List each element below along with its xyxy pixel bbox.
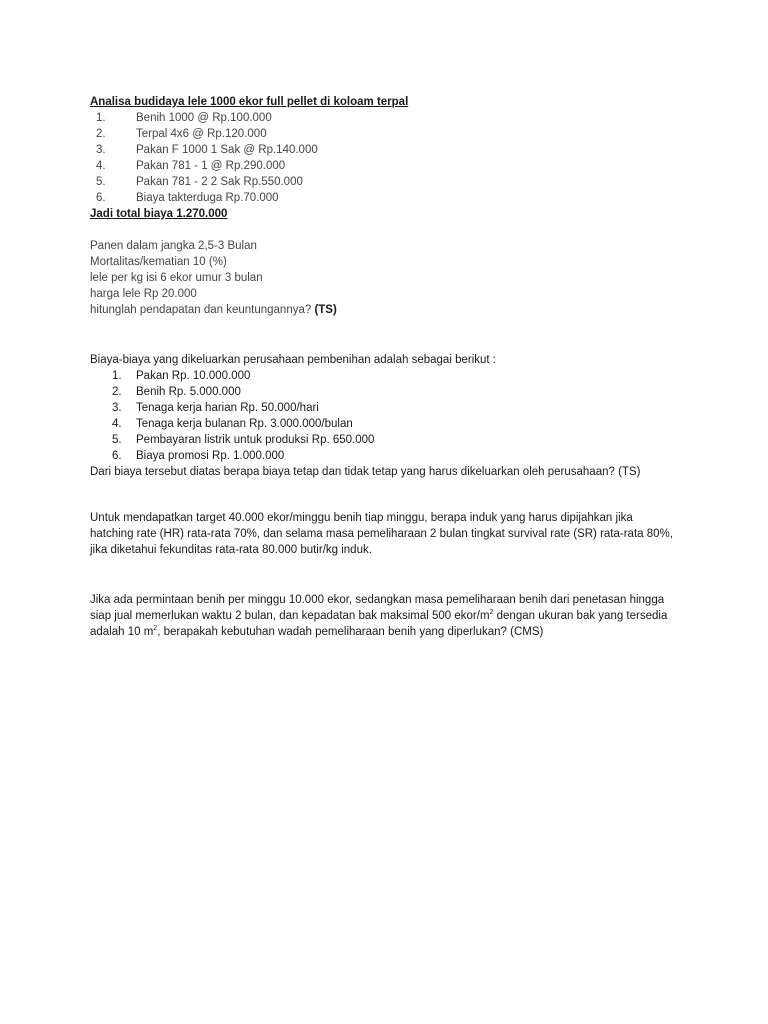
spacer [90, 222, 708, 238]
list-text: Biaya promosi Rp. 1.000.000 [136, 450, 285, 462]
list-item [90, 174, 708, 190]
list-item [90, 142, 708, 158]
list-item [90, 384, 708, 400]
list-number: 1. [112, 370, 122, 382]
list-text: Pakan F 1000 1 Sak @ Rp.140.000 [136, 144, 318, 156]
paragraph-line [90, 624, 708, 640]
detail-line: Mortalitas/kematian 10 (%) [90, 256, 227, 268]
list-number: 3. [96, 144, 106, 156]
list-number: 2. [96, 128, 106, 140]
question-line [90, 302, 708, 318]
cost-list [90, 368, 708, 464]
section-intro: Biaya-biaya yang dikeluarkan perusahaan pembenihan adalah sebagai berikut : [90, 354, 496, 366]
list-item [90, 400, 708, 416]
question-line: Dari biaya tersebut diatas berapa biaya tetap dan tidak tetap yang harus dikeluarkan oleh perusahaan? (TS) [90, 466, 641, 478]
total-cost: Jadi total biaya 1.270.000 [90, 208, 228, 220]
paragraph-line: Jika ada permintaan benih per minggu 10.000 ekor, sedangkan masa pemeliharaan benih dari penetasan hingga [90, 594, 665, 606]
detail-line: harga lele Rp 20.000 [90, 288, 197, 300]
list-text: Terpal 4x6 @ Rp.120.000 [136, 128, 267, 140]
detail-line: lele per kg isi 6 ekor umur 3 bulan [90, 272, 263, 284]
list-text: Benih Rp. 5.000.000 [136, 386, 241, 398]
list-text: Tenaga kerja bulanan Rp. 3.000.000/bulan [136, 418, 353, 430]
list-number: 4. [96, 160, 106, 172]
text-part: , berapakah kebutuhan wadah pemeliharaan benih yang diperlukan? (CMS) [157, 626, 544, 638]
paragraph-line: jika diketahui fekunditas rata-rata 80.000 butir/kg induk. [90, 544, 372, 556]
list-number: 3. [112, 402, 122, 414]
list-number: 6. [96, 192, 106, 204]
section-biaya-pembenihan [90, 352, 708, 480]
list-item [90, 416, 708, 432]
list-number: 5. [96, 176, 106, 188]
list-text: Biaya takterduga Rp.70.000 [136, 192, 279, 204]
list-item [90, 190, 708, 206]
text-part: adalah 10 m [90, 626, 154, 638]
section-title: Analisa budidaya lele 1000 ekor full pellet di koloam terpal [90, 96, 409, 108]
list-number: 2. [112, 386, 122, 398]
list-item [90, 126, 708, 142]
list-text: Pakan Rp. 10.000.000 [136, 370, 251, 382]
text-part: siap jual memerlukan waktu 2 bulan, dan kepadatan bak maksimal 500 ekor/m [90, 610, 490, 622]
list-item [90, 368, 708, 384]
list-number: 5. [112, 434, 122, 446]
list-text: Benih 1000 @ Rp.100.000 [136, 112, 272, 124]
list-item [90, 110, 708, 126]
list-item [90, 448, 708, 464]
list-number: 1. [96, 112, 106, 124]
section-budidaya-lele [90, 94, 708, 318]
superscript: 2 [489, 609, 494, 617]
cost-list [90, 110, 708, 206]
superscript: 2 [153, 625, 158, 633]
list-text: Pakan 781 - 1 @ Rp.290.000 [136, 160, 286, 172]
paragraph-line: hatching rate (HR) rata-rata 70%, dan selama masa pemeliharaan 2 bulan tingkat survival rate (SR) rata-rata 80%, [90, 528, 673, 540]
list-number: 4. [112, 418, 122, 430]
question-text: hitunglah pendapatan dan keuntungannya? [90, 304, 315, 316]
list-text: Pakan 781 - 2 2 Sak Rp.550.000 [136, 176, 303, 188]
text-part: dengan ukuran bak yang tersedia [493, 610, 668, 622]
section-wadah-pemeliharaan [90, 592, 708, 640]
paragraph-line [90, 608, 708, 624]
list-text: Pembayaran listrik untuk produksi Rp. 650.000 [136, 434, 375, 446]
detail-line: Panen dalam jangka 2,5-3 Bulan [90, 240, 257, 252]
list-number: 6. [112, 450, 122, 462]
list-item [90, 158, 708, 174]
list-text: Tenaga kerja harian Rp. 50.000/hari [136, 402, 319, 414]
section-target-benih [90, 510, 708, 558]
paragraph-line: Untuk mendapatkan target 40.000 ekor/minggu benih tiap minggu, berapa induk yang harus dipijahkan jika [90, 512, 633, 524]
question-tag: (TS) [314, 304, 337, 316]
list-item [90, 432, 708, 448]
